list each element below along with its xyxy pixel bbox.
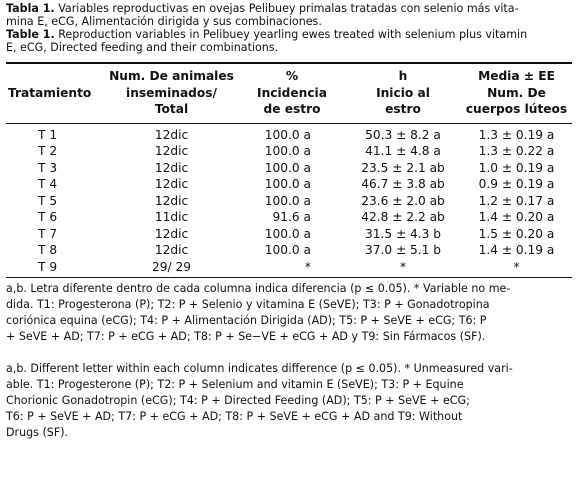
header-tratamiento [6,68,104,118]
table-body [6,127,572,276]
results-table-body [6,127,572,276]
cell-incidencia: 100.0 a [264,226,311,241]
cell-incidencia: 100.0 a [264,160,311,175]
caption-line: mina E, eCG, Alimentación dirigida y sus combinaciones. [6,15,322,28]
cell-cuerpos-luteos: 1.4 ± 0.19 a [478,243,555,257]
header-line: % [285,69,299,83]
notes-spanish [6,281,572,345]
cell-inicio-estro: 42.8 ± 2.2 ab [361,210,445,224]
results-table [6,68,572,118]
table-row [6,143,572,160]
caption-english [6,28,572,54]
header-line: Tratamiento [8,85,92,100]
caption-label: Table 1. [6,28,55,41]
table-row [6,160,572,177]
caption-spanish [6,0,572,28]
header-inicio-estro [345,68,461,118]
cell-cuerpos-luteos: 0.9 ± 0.19 a [478,177,555,191]
header-row [6,68,572,118]
cell-inicio-estro: 23.6 ± 2.0 ab [361,193,445,208]
note-line: Chorionic Gonadotropin (eCG); T4: P + Directed Feeding (AD); T5: P + SeVE + eCG; [6,394,470,407]
header-line: Media ± EE [478,69,555,83]
cell-tratamiento: T 8 [38,243,58,257]
header-line: Incidencia [257,85,327,100]
cell-inicio-estro: 46.7 ± 3.8 ab [361,177,445,191]
cell-tratamiento: T 5 [38,193,58,208]
cell-num-animales: 12dic [154,177,189,191]
caption-line: E, eCG, Directed feeding and their combinations. [6,41,279,54]
cell-inicio-estro: 41.1 ± 4.8 a [365,144,441,158]
caption-line [6,2,572,15]
header-line: Num. De [487,85,546,100]
note-line: coriónica equina (eCG); T4: P + Alimentación Dirigida (AD); T5: P + SeVE + eCG; T6: P [6,314,487,327]
cell-tratamiento: T 2 [38,144,58,158]
cell-num-animales: 12dic [154,144,189,158]
cell-num-animales: 12dic [154,243,189,257]
caption-text: Variables reproductivas en ovejas Pelibuey primalas tratadas con selenio más vita- [58,2,519,15]
cell-incidencia: 100.0 a [264,127,311,142]
cell-cuerpos-luteos: 1.3 ± 0.19 a [478,127,555,142]
cell-cuerpos-luteos: * [513,259,520,274]
cell-num-animales: 29/ 29 [152,259,191,274]
cell-inicio-estro: 50.3 ± 8.2 a [365,127,441,142]
note-line: dida. T1: Progesterona (P); T2: P + Selenio y vitamina E (SeVE); T3: P + Gonadotropina [6,298,490,311]
header-incidencia [239,68,345,118]
table-row [6,242,572,259]
table-row [6,259,572,276]
cell-incidencia: 100.0 a [264,144,311,158]
header-line: cuerpos lúteos [465,102,568,116]
note-line: T6: P + SeVE + AD; T7: P + eCG + AD; T8: P + SeVE + eCG + AD and T9: Without [6,410,463,423]
caption-label: Tabla 1. [6,2,55,15]
cell-inicio-estro: * [399,259,407,274]
header-rule [6,123,572,124]
header-line: inseminados/ [126,85,217,100]
header-num-animales [104,68,239,118]
cell-inicio-estro: 37.0 ± 5.1 b [364,243,442,257]
header-line: estro [385,102,421,116]
cell-tratamiento: T 1 [38,127,58,142]
cell-incidencia: 100.0 a [264,177,311,191]
bottom-rule [6,277,572,278]
cell-cuerpos-luteos: 1.3 ± 0.22 a [478,144,555,158]
cell-num-animales: 12dic [154,226,189,241]
cell-cuerpos-luteos: 1.0 ± 0.19 a [478,160,555,175]
cell-cuerpos-luteos: 1.2 ± 0.17 a [478,193,555,208]
cell-incidencia: 91.6 a [272,210,311,224]
header-line: h [398,69,408,83]
header-cuerpos-luteos [461,68,572,118]
note-line: able. T1: Progesterone (P); T2: P + Selenium and vitamin E (SeVE); T3: P + Equine [6,378,464,391]
notes-english [6,361,572,441]
note-line: Drugs (SF). [6,426,69,439]
cell-inicio-estro: 23.5 ± 2.1 ab [361,160,445,175]
note-line: a,b. Letra diferente dentro de cada columna indica diferencia (p ≤ 0.05). * Variable no me- [6,282,511,295]
cell-tratamiento: T 9 [38,259,58,274]
note-line: a,b. Different letter within each column indicates difference (p ≤ 0.05). * Unmeasured vari- [6,362,513,375]
table-row [6,127,572,144]
header-line: Num. De animales [109,69,234,83]
cell-num-animales: 12dic [154,127,189,142]
cell-num-animales: 11dic [154,210,189,224]
cell-num-animales: 12dic [154,193,189,208]
cell-cuerpos-luteos: 1.4 ± 0.20 a [478,210,555,224]
cell-tratamiento: T 6 [38,210,58,224]
cell-tratamiento: T 3 [38,160,58,175]
cell-tratamiento: T 4 [38,177,58,191]
cell-num-animales: 12dic [154,160,189,175]
caption-line [6,28,572,41]
header-line: Total [154,102,189,116]
cell-incidencia: * [304,259,311,274]
cell-tratamiento: T 7 [38,226,58,241]
header-line: de estro [263,102,321,116]
table-row [6,176,572,193]
table-row [6,193,572,210]
caption-text: Reproduction variables in Pelibuey yearling ewes treated with selenium plus vitamin [58,28,528,41]
table-row [6,226,572,243]
cell-cuerpos-luteos: 1.5 ± 0.20 a [478,226,555,241]
cell-incidencia: 100.0 a [264,243,311,257]
top-rule [6,62,572,64]
note-line: + SeVE + AD; T7: P + eCG + AD; T8: P + Se−VE + eCG + AD y T9: Sin Fármacos (SF). [6,330,486,343]
cell-inicio-estro: 31.5 ± 4.3 b [364,226,442,241]
cell-incidencia: 100.0 a [264,193,311,208]
header-line: Inicio al [376,85,430,100]
table-row [6,209,572,226]
